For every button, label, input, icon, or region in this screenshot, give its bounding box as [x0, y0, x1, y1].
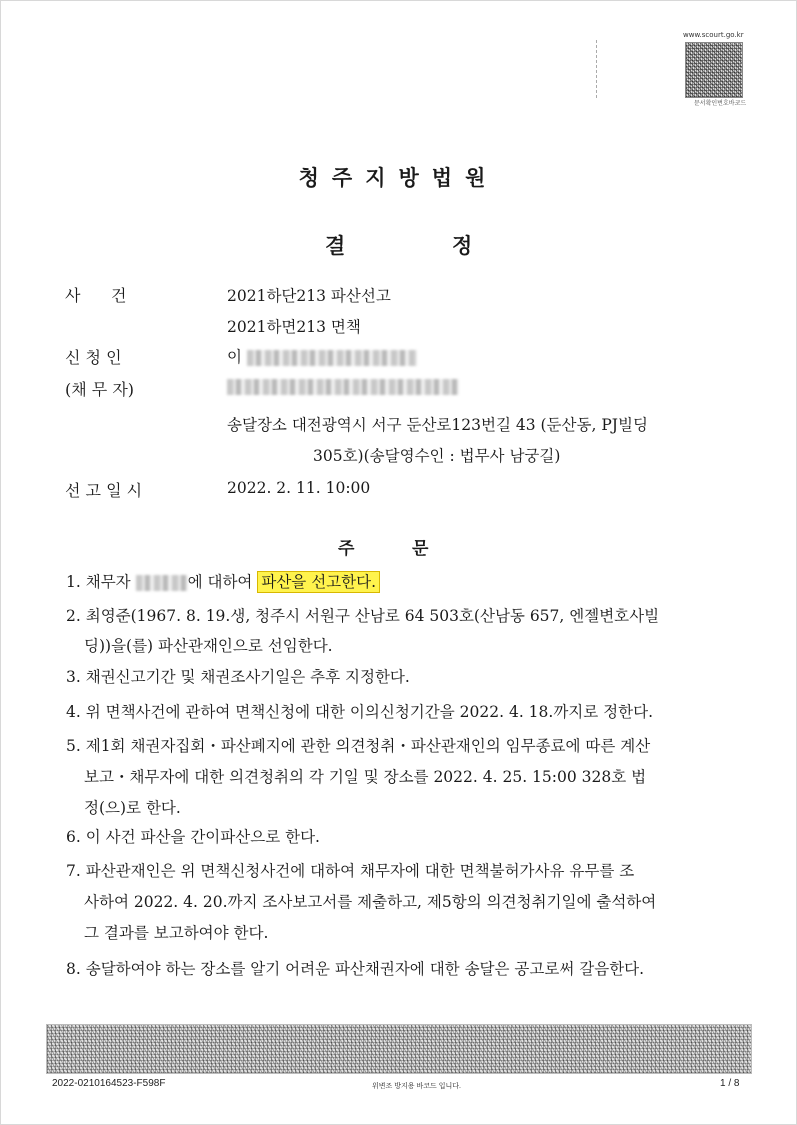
order-5-c: 정(으)로 한다.	[84, 799, 181, 817]
order-1	[66, 570, 380, 592]
order-7-a: 7. 파산관재인은 위 면책신청사건에 대하여 채무자에 대한 면책불허가사유 유무를 조	[66, 862, 635, 880]
applicant-label: 신 청 인	[65, 348, 122, 367]
order-8: 8. 송달하여야 하는 장소를 알기 어려운 파산채권자에 대한 송달은 공고로써 갈음한다.	[66, 960, 645, 978]
order-2-a: 2. 최영준(1967. 8. 19.생, 청주시 서원구 산남로 64 503호(산남동 657, 엔젤변호사빌	[66, 607, 660, 625]
document-title	[325, 230, 579, 260]
court-name: 청주지방법원	[298, 166, 499, 190]
delivery-line-2: 305호)(송달영수인 : 법무사 남궁길)	[313, 447, 561, 465]
barcode-notice: 위변조 방지용 바코드 입니다.	[372, 1083, 461, 1090]
applicant-name	[227, 345, 417, 367]
barcode-caption: 문서확인번호바코드	[694, 100, 747, 107]
declared-label: 선 고 일 시	[65, 481, 143, 500]
order-3: 3. 채권신고기간 및 채권조사기일은 추후 지정한다.	[66, 668, 410, 686]
highlighted-bankruptcy: 파산을 선고한다.	[257, 571, 380, 593]
order-heading-2: 문	[412, 539, 429, 559]
order-7-c: 그 결과를 보고하여야 한다.	[84, 924, 269, 942]
case-label: 사 건	[65, 286, 127, 305]
applicant-name-prefix: 이	[227, 348, 242, 366]
document-barcode	[685, 42, 743, 98]
redacted-name	[247, 350, 417, 366]
order-2-b: 딩))을(를) 파산관재인으로 선임한다.	[84, 637, 333, 655]
order-1-a: 1. 채무자	[66, 573, 131, 591]
order-heading-1: 주	[338, 539, 355, 559]
order-5-b: 보고・채무자에 대한 의견청취의 각 기일 및 장소를 2022. 4. 25. 15:00 328호 법	[84, 768, 647, 786]
order-4: 4. 위 면책사건에 관하여 면책신청에 대한 이의신청기간을 2022. 4. 18.까지로 정한다.	[66, 703, 654, 721]
case-line-1: 2021하단213 파산선고	[227, 287, 391, 305]
title-part-2: 정	[452, 234, 473, 258]
anti-forgery-barcode	[46, 1024, 752, 1074]
order-6: 6. 이 사건 파산을 간이파산으로 한다.	[66, 828, 320, 846]
debtor-label: (채 무 자)	[65, 380, 135, 399]
declared-value: 2022. 2. 11. 10:00	[227, 479, 371, 497]
applicant-address	[227, 377, 459, 395]
page-number: 1 / 8	[720, 1078, 740, 1089]
order-heading	[338, 534, 486, 559]
title-part-1: 결	[325, 234, 346, 258]
order-5-a: 5. 제1회 채권자집회・파산폐지에 관한 의견청취・파산관재인의 임무종료에 따른 계산	[66, 737, 651, 755]
order-1-b: 에 대하여	[187, 573, 253, 591]
site-url: www.scourt.go.kr	[683, 31, 744, 39]
redacted-address	[227, 379, 459, 395]
case-line-2: 2021하면213 면책	[227, 318, 361, 336]
redacted-debtor	[136, 575, 188, 591]
order-7-b: 사하여 2022. 4. 20.까지 조사보고서를 제출하고, 제5항의 의견청취기일에 출석하여	[84, 893, 657, 911]
delivery-line-1: 송달장소 대전광역시 서구 둔산로123번길 43 (둔산동, PJ빌딩	[227, 416, 648, 434]
document-id: 2022-0210164523-F598F	[52, 1078, 166, 1089]
